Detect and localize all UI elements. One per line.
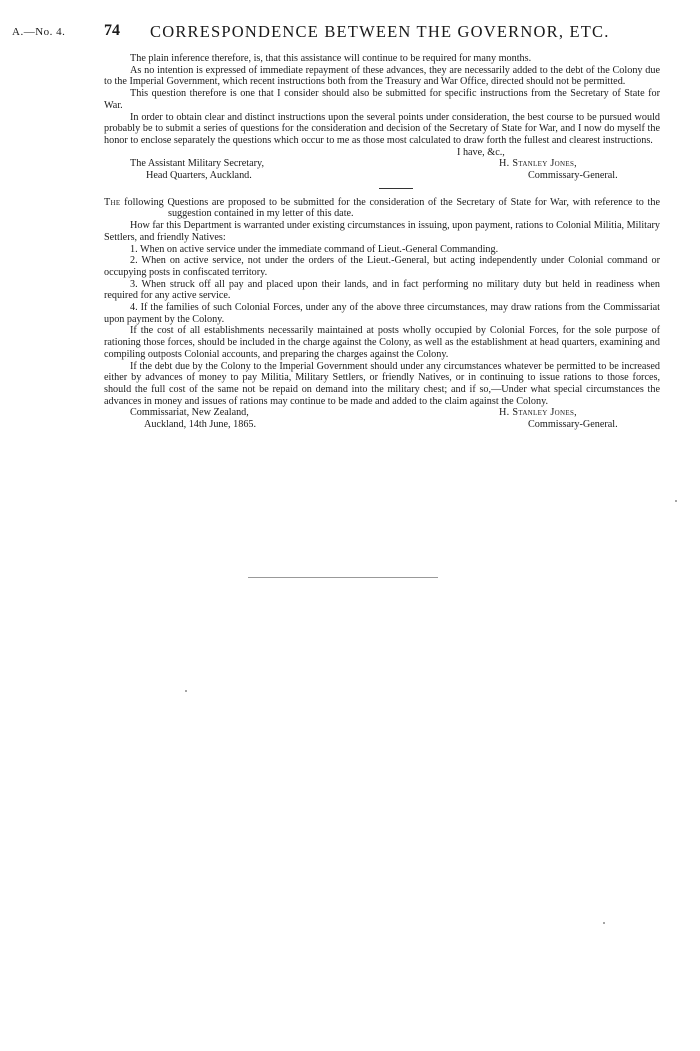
questions-signature-row-1 — [104, 407, 660, 419]
addressee-line-2: Head Quarters, Auckland. — [146, 170, 252, 181]
questions-signature-title: Commissary-General. — [528, 419, 618, 431]
letter-paragraph: As no intention is expressed of immediate repayment of these advances, they are necessarily added to the debt of the Colony due to the Imperial Government, which recent instructions both from the Treasury and War Office, directed should not be permitted. — [104, 64, 660, 88]
place-line-1: Commissariat, New Zealand, — [130, 407, 249, 419]
question-item: 4. If the families of such Colonial Forces, under any of the above three circumstances, may draw rations from the Commissariat upon payment by the Colony. — [104, 302, 660, 325]
letter-closing-row — [104, 147, 660, 159]
letter-paragraph: In order to obtain clear and distinct instructions upon the several points under consideration, the best course to be pursued would probably be to submit a series of questions for the consideration and decision of the Secretary of State for War, and I now do myself the honor to enclose separately the questions which occur to me as those most calculated to draw forth the fullest and clearest instructions. — [104, 111, 660, 146]
letter-paragraph: This question therefore is one that I consider should also be submitted for specific instructions from the Secretary of State for War. — [104, 88, 660, 111]
questions-signature-name: H. Stanley Jones, — [499, 407, 577, 419]
signature-name: H. Stanley Jones, — [499, 158, 577, 170]
letter-closing: I have, &c., — [457, 146, 505, 158]
paper-speck — [603, 922, 605, 924]
paper-speck — [185, 690, 187, 692]
document-body — [104, 53, 660, 431]
running-title: CORRESPONDENCE BETWEEN THE GOVERNOR, ETC. — [150, 22, 610, 41]
series-number: A.—No. 4. — [12, 26, 66, 38]
questions-signature-row-2 — [104, 419, 660, 431]
end-rule — [248, 577, 438, 578]
further-question: If the cost of all establishments necessarily maintained at posts wholly occupied by Colonial Forces, for the sole purpose of rationing those forces, should be included in the charge against the Colony, as well as the establishment at head quarters, examining and compiling outposts Colonial accounts, and preparing the charges against the Colony. — [104, 325, 660, 360]
place-line-2: Auckland, 14th June, 1865. — [144, 419, 257, 431]
question-item: 2. When on active service, not under the orders of the Lieut.-General, but acting independently under Colonial command or occupying posts in confiscated territory. — [104, 255, 660, 278]
addressee-line-1: The Assistant Military Secretary, — [130, 158, 265, 170]
questions-intro — [104, 197, 660, 220]
letter-paragraph: The plain inference therefore, is, that this assistance will continue to be required for many months. — [130, 53, 532, 64]
letter-signature-row-1 — [104, 158, 660, 170]
page-number: 74 — [104, 22, 120, 39]
questions-intro-lead: The — [104, 196, 121, 208]
lead-question: How far this Department is warranted under existing circumstances in issuing, upon payment, rations to Colonial Militia, Military Settlers, and friendly Natives: — [104, 220, 660, 243]
letter-signature-row-2 — [104, 170, 660, 182]
question-item: 3. When struck off all pay and placed upon their lands, and in fact performing no military duty but held in readiness when required for any active service. — [104, 278, 660, 302]
paper-speck — [675, 500, 677, 502]
section-divider — [379, 188, 413, 189]
signature-title: Commissary-General. — [528, 170, 618, 181]
further-question: If the debt due by the Colony to the Imperial Government should under any circumstances whatever be permitted to be increased either by advances of money to pay Militia, Military Settlers, or friendly Natives, or in continuing to issue rations to those forces, should the full cost of the same not be repaid on demand into the military chest; and if so,—Under what special circumstances the advances in money and issues of rations may continue to be made and added to the claim against the Colony. — [104, 360, 660, 407]
page-header — [0, 22, 700, 44]
question-item: 1. When on active service under the immediate command of Lieut.-General Commanding. — [130, 243, 499, 255]
questions-intro-text: following Questions are proposed to be submitted for the consideration of the Secretary of State for War, with reference to the suggestion contained in my letter of this date. — [120, 196, 660, 220]
